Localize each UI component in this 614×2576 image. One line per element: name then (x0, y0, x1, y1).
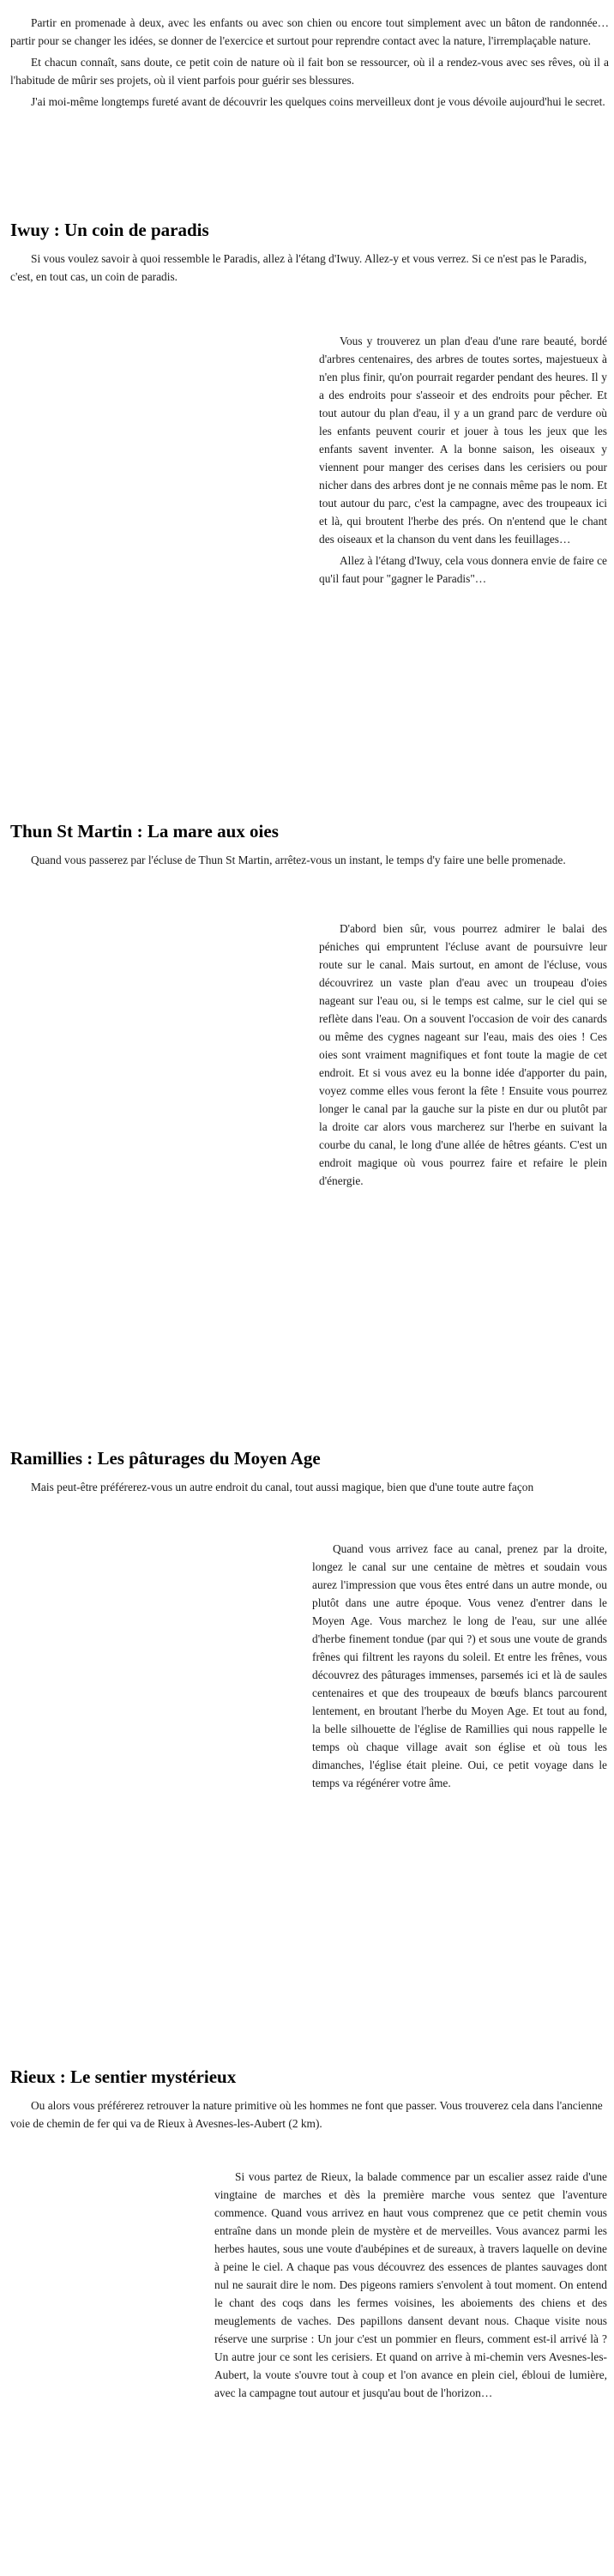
section-lead: Si vous voulez savoir à quoi ressemble le Paradis, allez à l'étang d'Iwuy. Allez-y et vous verrez. Si ce n'est pas le Paradis, c'est, en tout cas, un coin de paradis. (10, 252, 587, 283)
section-body (319, 332, 607, 588)
intro-paragraph: Et chacun connaît, sans doute, ce petit coin de nature où il fait bon se ressourcer, où il a rendez-vous avec ses rêves, où il a l'habitude de mûrir ses projets, où il vient parfois pour guérir ses blessures. (10, 56, 609, 87)
section-body (312, 1540, 607, 1792)
section-lead: Mais peut-être préférerez-vous un autre endroit du canal, tout aussi magique, bien que d'une toute autre façon (31, 1481, 534, 1493)
body-paragraph: Quand vous arrivez face au canal, prenez par la droite, longez le canal sur une centaine de mètres et soudain vous aurez l'impression que vous êtes entré dans un autre monde, ou plutôt dans une autre époque. Vous venez d'entrer dans le Moyen Age. Vous marchez le long de l'eau, sur une allée d'herbe finement tondue (par qui ?) et sous une voute de grands frênes qui filtrent les rayons du soleil. Et entre les frênes, vous découvrez des pâturages immenses, parsemés ici et là de saules centenaires et que des troupeaux de bœufs blancs parcourent lentement, en broutant l'herbe du Moyen Age. Et tout au fond, la belle silhouette de l'église de Ramillies qui nous rappelle le temps où chaque village avait son église et où tous les dimanches, l'église était pleine. Oui, ce petit voyage dans le temps va régénérer votre âme. (312, 1542, 607, 1789)
intro-paragraph: J'ai moi-même longtemps fureté avant de découvrir les quelques coins merveilleux dont je vous dévoile aujourd'hui le secret. (31, 95, 605, 108)
body-paragraph: Allez à l'étang d'Iwuy, cela vous donnera envie de faire ce qu'il faut pour "gagner le Paradis"… (319, 554, 607, 585)
section-title: Rieux : Le sentier mystérieux (10, 2066, 237, 2087)
section-iwuy (10, 219, 609, 286)
body-paragraph: D'abord bien sûr, vous pourrez admirer le balai des péniches qui empruntent l'écluse avant de poursuivre leur route sur le canal. Mais surtout, en amont de l'écluse, vous découvrirez un vaste plan d'eau avec un troupeau d'oies nageant sur l'eau ou, si le temps est calme, sur le ciel qui se reflète dans l'eau. On a souvent l'occasion de voir des canards ou même des cygnes nageant sur l'eau, mais des oies ! Ces oies sont vraiment magnifiques et font toute la magie de cet endroit. Et si vous avez eu la bonne idée d'apporter du pain, voyez comme elles vous feront la fête ! Ensuite vous pourrez longer le canal par la gauche sur la piste en dur ou plutôt par la droite car alors vous marcherez sur l'herbe en suivant la courbe du canal, le long d'une allée de hêtres géants. C'est un endroit magique où vous pourrez faire et refaire le plein d'énergie. (319, 922, 607, 1187)
intro-paragraph: Partir en promenade à deux, avec les enfants ou avec son chien ou encore tout simplement avec un bâton de randonnée… partir pour se changer les idées, se donner de l'exercice et surtout pour reprendre contact avec la nature, l'irremplaçable nature. (10, 16, 609, 47)
section-title: Iwuy : Un coin de paradis (10, 220, 209, 240)
section-body (319, 920, 607, 1190)
body-paragraph: Vous y trouverez un plan d'eau d'une rare beauté, bordé d'arbres centenaires, des arbres de toutes sortes, majestueux à n'en plus finir, qu'on pourrait regarder pendant des heures. Il y a des endroits pour s'asseoir et des endroits pour pêcher. Et tout autour du plan d'eau, il y a un grand parc de verdure où les enfants peuvent courir et jouer à tous les jeux que les enfants savent inventer. A la bonne saison, les oiseaux y viennent pour manger des cerises dans les cerisiers ou pour nicher dans des arbres dont je ne connais même pas le nom. Et tout autour du parc, c'est la campagne, avec des troupeaux ici et là, qui broutent l'herbe des prés. On n'entend que le chant des oiseaux et la chanson du vent dans les feuillages… (319, 335, 607, 546)
intro (10, 14, 609, 111)
section-thun-st-martin (10, 820, 609, 869)
section-title: Thun St Martin : La mare aux oies (10, 821, 279, 842)
section-lead: Quand vous passerez par l'écluse de Thun St Martin, arrêtez-vous un instant, le temps d'y faire une belle promenade. (31, 854, 566, 866)
section-body (214, 2168, 607, 2402)
section-title: Ramillies : Les pâturages du Moyen Age (10, 1448, 321, 1469)
section-rieux (10, 2066, 609, 2133)
section-lead: Ou alors vous préférerez retrouver la nature primitive où les hommes ne font que passer. Vous trouverez cela dans l'ancienne voie de chemin de fer qui va de Rieux à Avesnes-les-Aubert (2 km). (10, 2099, 603, 2130)
section-ramillies (10, 1447, 609, 1496)
body-paragraph: Si vous partez de Rieux, la balade commence par un escalier assez raide d'une vingtaine de marches et dès la première marche vous sentez que l'aventure commence. Quand vous arrivez en haut vous comprenez que ce petit chemin vous entraîne dans un monde plein de mystère et de merveilles. Vous avancez parmi les herbes hautes, sous une voute d'aubépines et de sureaux, à travers laquelle on devine à peine le ciel. A chaque pas vous découvrez des essences de plantes sauvages dont nul ne saurait dire le nom. Des pigeons ramiers s'envolent à tout moment. On entend le chant des coqs dans les fermes voisines, les aboiements des chiens et des meuglements de vaches. Des papillons dansent devant nous. Chaque visite nous réserve une surprise : Un jour c'est un pommier en fleurs, comment est-il arrivé là ? Un autre jour ce sont les cerisiers. Et quand on arrive à mi-chemin vers Avesnes-les-Aubert, la voute s'ouvre tout à coup et l'on avance en plein ciel, ébloui de lumière, avec la campagne tout autour et jusqu'au bout de l'horizon… (214, 2170, 607, 2399)
